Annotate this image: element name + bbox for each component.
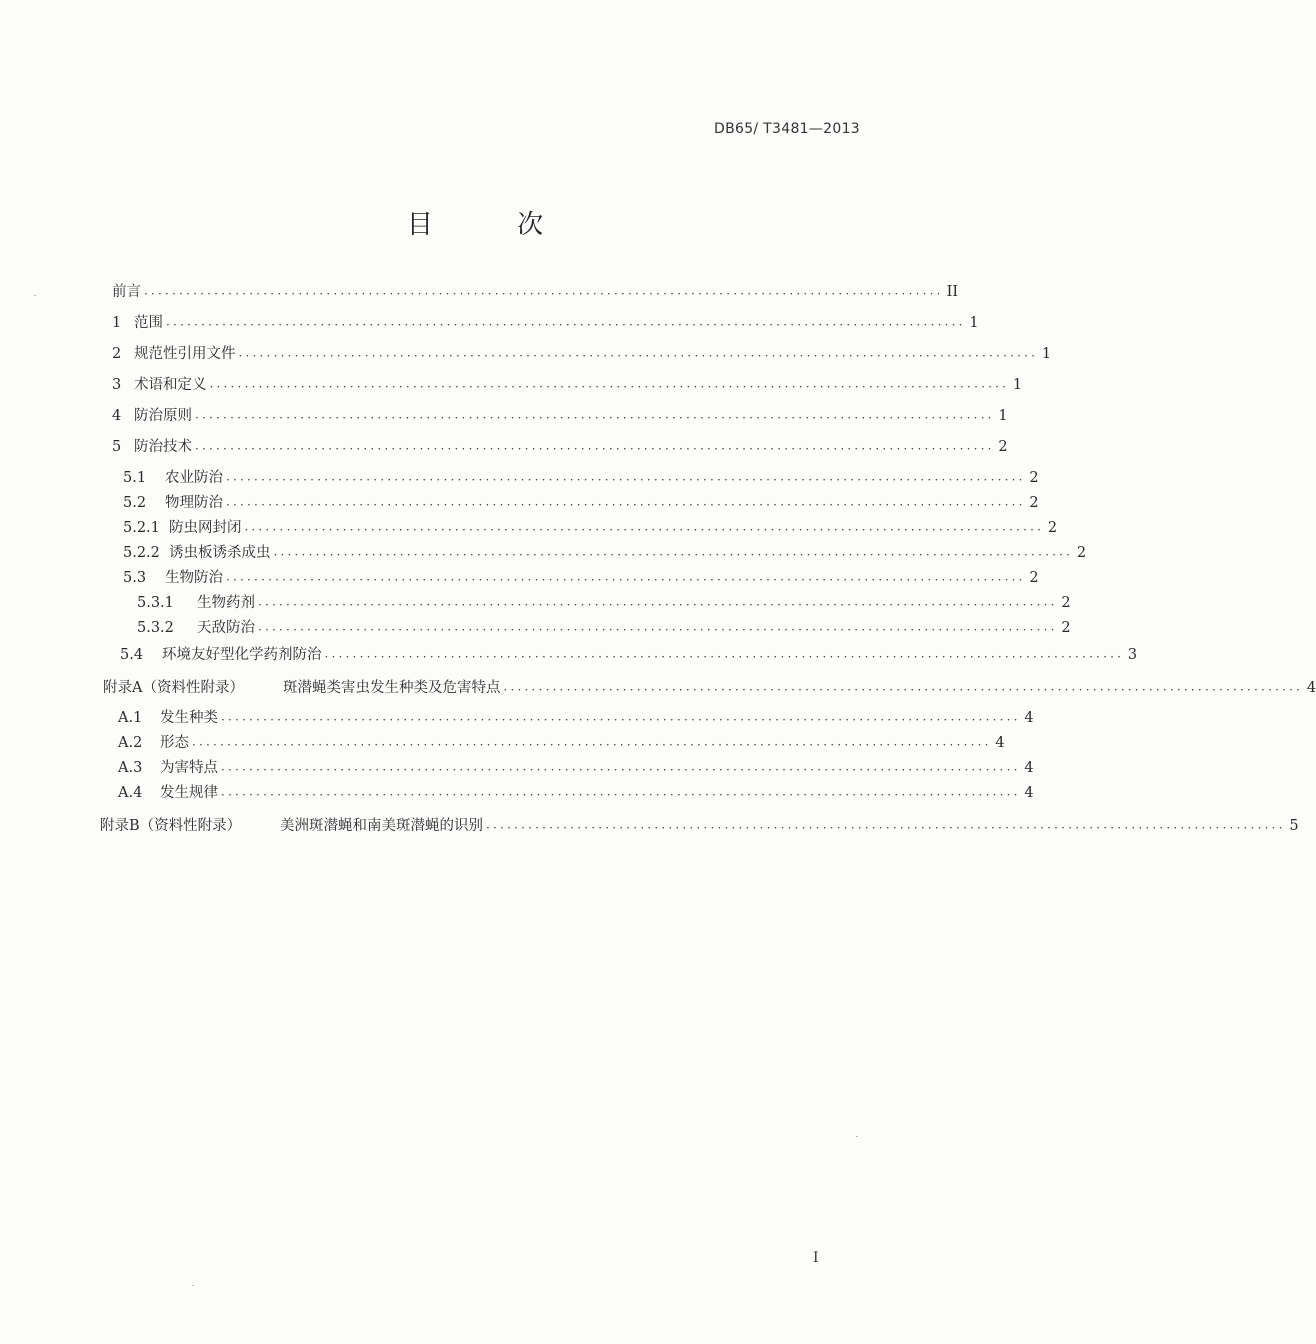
toc-dot-leader: ·················································································································· <box>209 380 1010 394</box>
toc-entry-number: 4 <box>112 408 122 424</box>
toc-entry-5-1[interactable] <box>123 467 1039 489</box>
toc-entry-number: A.1 <box>118 710 143 726</box>
document-code: DB65/ T3481—2013 <box>714 121 860 137</box>
toc-entry-label: 防虫网封闭 <box>169 520 242 536</box>
toc-entry-a-1[interactable] <box>118 707 1034 729</box>
toc-entry-page: 2 <box>1076 545 1087 561</box>
toc-entry-page: 2 <box>1029 570 1039 586</box>
toc-dot-leader: ·················································································································· <box>258 598 1058 612</box>
toc-entry-number: 3 <box>112 377 122 393</box>
toc-entry-page: 2 <box>998 439 1008 455</box>
toc-dot-leader: ·················································································································· <box>221 788 1021 802</box>
toc-entry-label: 农业防治 <box>165 470 223 486</box>
toc-dot-leader: ·················································································································· <box>244 523 1045 537</box>
toc-entry-number: 5.2.1 <box>123 520 160 536</box>
toc-entry-label: 前言 <box>112 284 141 300</box>
scan-speck <box>192 1285 194 1286</box>
toc-entry-4[interactable] <box>112 405 1008 427</box>
scan-speck <box>856 1136 858 1137</box>
toc-entry-label: 术语和定义 <box>134 377 207 393</box>
scan-speck <box>34 295 36 296</box>
toc-entry-page: II <box>946 284 959 300</box>
toc-entry-5-3[interactable] <box>123 567 1039 589</box>
toc-entry-number: 5 <box>112 439 122 455</box>
toc-dot-leader: ·················································································································· <box>226 498 1026 512</box>
toc-entry-a-2[interactable] <box>118 732 1005 754</box>
toc-entry-number: A.4 <box>118 785 143 801</box>
toc-entry-label: 生物药剂 <box>197 595 255 611</box>
toc-entry-page: 4 <box>1306 680 1316 696</box>
toc-title: 目 次 <box>406 210 582 240</box>
toc-entry-page: 2 <box>1061 620 1071 636</box>
toc-dot-leader: ·················································································································· <box>226 473 1026 487</box>
toc-dot-leader: ·················································································································· <box>273 548 1074 562</box>
toc-entry-page: 1 <box>998 408 1008 424</box>
toc-entry-5-2-2[interactable] <box>123 542 1087 564</box>
toc-entry-a-4[interactable] <box>118 782 1034 804</box>
toc-entry-page: 2 <box>1029 470 1039 486</box>
toc-dot-leader: ·················································································································· <box>238 349 1039 363</box>
toc-entry-page: 2 <box>1061 595 1071 611</box>
toc-entry-number: 2 <box>112 346 122 362</box>
toc-dot-leader: ·················································································································· <box>226 573 1026 587</box>
toc-entry-label: 发生规律 <box>160 785 218 801</box>
toc-dot-leader: ·················································································································· <box>503 683 1304 697</box>
toc-entry-2[interactable] <box>112 343 1052 365</box>
toc-entry-5-3-2[interactable] <box>137 617 1071 639</box>
toc-entry-number: 1 <box>112 315 122 331</box>
toc-dot-leader: ·················································································································· <box>144 287 944 301</box>
toc-entry-label: 生物防治 <box>165 570 223 586</box>
toc-entry-5-4[interactable] <box>120 644 1138 666</box>
toc-entry-label: 发生种类 <box>160 710 218 726</box>
toc-entry-label: 为害特点 <box>160 760 218 776</box>
toc-entry-label: 形态 <box>160 735 189 751</box>
toc-entry-number: 附录B（资料性附录） <box>100 818 242 834</box>
toc-entry-a-3[interactable] <box>118 757 1034 779</box>
toc-entry-label: 环境友好型化学药剂防治 <box>162 647 322 663</box>
toc-entry-number: A.2 <box>118 735 143 751</box>
toc-entry-5-2-1[interactable] <box>123 517 1058 539</box>
toc-entry-page: 3 <box>1127 647 1138 663</box>
toc-entry-label: 防治原则 <box>134 408 192 424</box>
toc-entry-number: 5.1 <box>123 470 147 486</box>
toc-dot-leader: ·················································································································· <box>486 821 1286 835</box>
toc-entry-page: 4 <box>1024 760 1034 776</box>
toc-entry-label: 防治技术 <box>134 439 192 455</box>
toc-entry-label: 物理防治 <box>165 495 223 511</box>
toc-entry-label: 斑潜蝇类害虫发生种类及危害特点 <box>283 680 501 696</box>
toc-entry-5-3-1[interactable] <box>137 592 1071 614</box>
toc-entry-page: 2 <box>1047 520 1058 536</box>
toc-entry-number: 5.3 <box>123 570 147 586</box>
toc-entry-page: 4 <box>1024 785 1034 801</box>
toc-entry-page: 4 <box>995 735 1005 751</box>
toc-entry-page: 4 <box>1024 710 1034 726</box>
toc-entry-number: A.3 <box>118 760 143 776</box>
toc-entry-label: 规范性引用文件 <box>134 346 236 362</box>
toc-entry-preface[interactable] <box>112 281 959 303</box>
toc-dot-leader: ·················································································································· <box>324 650 1125 664</box>
toc-entry-number: 5.3.1 <box>137 595 174 611</box>
toc-entry-label: 范围 <box>134 315 163 331</box>
toc-entry-5-2[interactable] <box>123 492 1039 514</box>
toc-dot-leader: ·················································································································· <box>221 713 1021 727</box>
toc-entry-number: 5.3.2 <box>137 620 174 636</box>
toc-entry-number: 5.2.2 <box>123 545 160 561</box>
toc-dot-leader: ·················································································································· <box>192 738 992 752</box>
page-number: I <box>813 1250 819 1266</box>
toc-entry-page: 1 <box>1012 377 1023 393</box>
toc-entry-label: 天敌防治 <box>197 620 255 636</box>
toc-entry-page: 5 <box>1289 818 1299 834</box>
toc-entry-label: 诱虫板诱杀成虫 <box>169 545 271 561</box>
toc-entry-appendix-a[interactable] <box>103 677 1316 699</box>
toc-entry-page: 2 <box>1029 495 1039 511</box>
toc-dot-leader: ·················································································································· <box>258 623 1058 637</box>
toc-entry-number: 附录A（资料性附录） <box>103 680 244 696</box>
toc-entry-number: 5.4 <box>120 647 144 663</box>
toc-dot-leader: ·················································································································· <box>166 318 966 332</box>
toc-entry-appendix-b[interactable] <box>100 815 1299 837</box>
toc-entry-5[interactable] <box>112 436 1008 458</box>
toc-dot-leader: ·················································································································· <box>221 763 1021 777</box>
toc-entry-1[interactable] <box>112 312 979 334</box>
toc-entry-label: 美洲斑潜蝇和南美斑潜蝇的识别 <box>280 818 483 834</box>
toc-entry-page: 1 <box>969 315 979 331</box>
toc-entry-number: 5.2 <box>123 495 147 511</box>
toc-dot-leader: ·················································································································· <box>195 411 995 425</box>
toc-dot-leader: ·················································································································· <box>195 442 995 456</box>
toc-entry-3[interactable] <box>112 374 1023 396</box>
toc-entry-page: 1 <box>1041 346 1052 362</box>
